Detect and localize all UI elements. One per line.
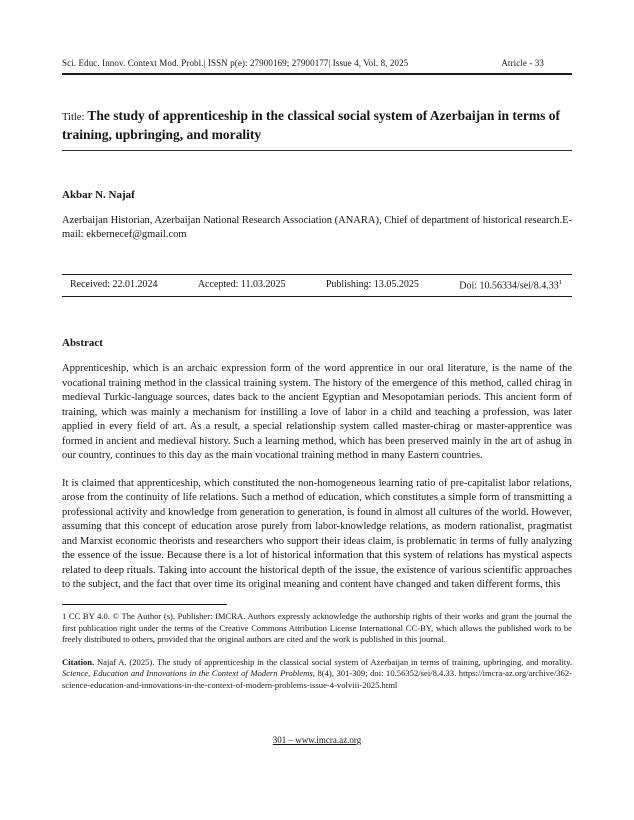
footnote-block [62,604,572,692]
abstract-paragraph: Apprenticeship, which is an archaic expression form of the word apprentice in our oral literature, is the name of the vocational training method in the classical training system. The history of the emergence of this method, called chirag in medieval Turkic-language sources, dates back to the ancient Egyptian and Mesopotamian periods. This ancient form of training, which was mainly a mechanism for instilling a love of labor in a child and teaching a profession, was later applied in every field of art. As a result, a special relationship system called master-chirag or master-apprentice was formed in ancient and medieval history. Such a learning method, which has been preserved mainly in the art of ashug in our country, continues to this day as the main vocational training method in many Eastern countries. [62,363,572,462]
citation-journal-name: Science, Education and Innovations in the Context of Modern Problems [62,668,313,679]
article-title-text: The study of apprenticeship in the classical social system of Azerbaijan in terms of training, upbringing, and morality [62,108,560,142]
journal-header-info: Sci. Educ. Innov. Context Mod. Probl.| ISSN p(e): 27900169; 27900177| Issue 4, Vol. 8, 2025 [62,58,409,68]
publishing-date: Publishing: 13.05.2025 [325,279,419,290]
title-block [62,108,572,151]
article-number: Atricle - 33 [501,58,544,68]
citation-text: Najaf A. (2025). The study of apprenticeship in the classical social system of Azerbaijan in terms of training, upbringing, and morality. [94,656,572,667]
page-title [62,108,572,143]
article-meta-row [62,274,572,297]
citation-details: , 8(4), 301-309; doi: 10.56352/sei/8.4.33. https://imcra-az.org/archive/362-science-education-and-innovations-in-the-context-of-modern-problems-issue-4-volviii-2025.html [62,668,572,690]
doi-text: Doi: 10.56334/sei/8.4.33 [459,280,559,292]
abstract-body [62,349,572,593]
page-footer [0,735,634,745]
abstract-heading: Abstract [62,337,103,350]
doi-footnote-mark: 1 [558,279,562,286]
doi [459,279,562,291]
license-footnote: 1 CC BY 4.0. © The Author (s). Publisher: IMCRA. Authors expressly acknowledge the authorship rights of their works and grant the journal the first publication right under the terms of the Creative Commons Attribution License International CC-BY, which allows the published work to be freely distributed to others, provided that the original authors are cited and the work is published in this journal. [62,611,572,645]
citation-label: Citation. [62,656,95,667]
footnote-separator-rule [62,604,227,605]
author-affiliation: Azerbaijan Historian, Azerbaijan National Research Association (ANARA), Chief of department of historical research.E-mail: ekbernecef@gmail.com [62,215,572,240]
citation-paragraph [62,657,572,692]
title-prefix-label: Title: [62,112,85,123]
abstract-paragraph: It is claimed that apprenticeship, which constituted the non-homogeneous learning ratio of pre-capitalist labor relations, arose from the continuity of life relations. Such a method of education, which constitutes a simple form of transmitting a professional activity and knowledge from generation to generation, is found in almost all cultures of the world. However, assuming that this concept of education arose purely from labor-knowledge relations, as modern rationalist, pragmatist and Marxist economic theorists and researchers who support their ideas claim, is problematic in terms of fully analyzing the essence of the issue. Because there is a lot of historical information that this system of relations has mystical aspects related to deep rituals. Taking into account the historical depth of the issue, the existence of various scientific approaches to the subject, and the fact that over time its original meaning and content have changed and taken different forms, this [62,477,572,591]
author-name: Akbar N. Najaf [62,189,135,201]
page-number-and-site: 301 – www.imcra.az.org [272,735,362,745]
received-date: Received: 22.01.2024 [70,279,158,290]
accepted-date: Accepted: 11.03.2025 [197,279,286,290]
running-header [62,58,572,75]
